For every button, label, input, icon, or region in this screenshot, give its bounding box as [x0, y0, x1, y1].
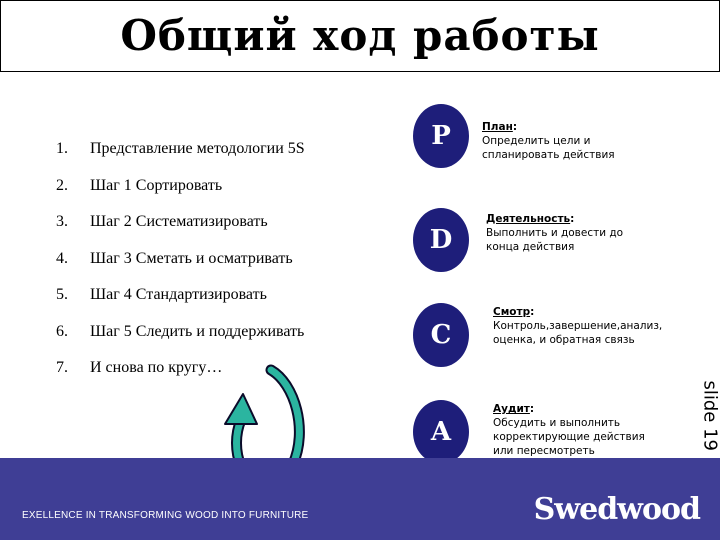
step-item	[56, 177, 396, 214]
step-number: 6.	[56, 322, 68, 340]
step-text: Шаг 4 Стандартизировать	[90, 286, 267, 303]
step-number: 7.	[56, 359, 68, 376]
step-number: 3.	[56, 213, 68, 230]
step-number: 5.	[56, 286, 68, 303]
pdca-heading-colon: :	[529, 403, 535, 415]
pdca-line: оценка, и обратная связь	[493, 334, 635, 346]
pdca-line: Определить цели и	[482, 135, 591, 147]
slide-number	[699, 380, 721, 460]
pdca-plan-circle: P	[413, 104, 469, 168]
step-number: 4.	[56, 249, 68, 267]
pdca-line: корректирующие действия	[493, 431, 645, 443]
slide-number-label: slide 19	[699, 380, 721, 452]
pdca-heading: Смотр	[493, 306, 531, 318]
step-text: Шаг 5 Следить и поддерживать	[90, 322, 305, 340]
footer-tagline: EXELLENCE IN TRANSFORMING WOOD INTO FURNITURE	[22, 510, 309, 521]
pdca-line: Выполнить и довести до	[486, 227, 624, 239]
pdca-act-circle: A	[413, 400, 469, 464]
step-text: Шаг 1 Сортировать	[90, 176, 223, 194]
pdca-line: или пересмотреть	[493, 445, 595, 457]
step-item	[56, 213, 396, 250]
pdca-heading: План	[482, 121, 513, 133]
pdca-line: конца действия	[486, 241, 575, 253]
step-item	[56, 286, 396, 323]
pdca-heading-colon: :	[570, 213, 575, 225]
step-text: Шаг 2 Систематизировать	[90, 213, 268, 230]
pdca-heading-colon: :	[512, 121, 518, 133]
step-number: 2.	[56, 176, 68, 194]
swedwood-logo: Swedwood	[533, 492, 700, 527]
title-box	[0, 0, 720, 72]
step-text: И снова по кругу…	[90, 359, 223, 376]
pdca-check-circle: C	[413, 303, 469, 367]
pdca-do-circle: D	[413, 208, 469, 272]
pdca-check-description	[493, 305, 662, 347]
pdca-line: Обсудить и выполнить	[493, 417, 621, 429]
pdca-heading: Деятельность	[486, 213, 571, 225]
pdca-plan-description	[482, 120, 615, 162]
step-number: 1.	[56, 140, 68, 157]
pdca-line: спланировать действия	[482, 149, 615, 161]
step-item	[56, 140, 396, 177]
step-item	[56, 250, 396, 287]
pdca-line: Контроль,завершение,анализ,	[493, 320, 663, 332]
pdca-heading: Аудит	[493, 403, 530, 415]
pdca-heading-colon: :	[530, 306, 535, 318]
step-text: Шаг 3 Сметать и осматривать	[90, 249, 293, 267]
footer-bar	[0, 458, 720, 540]
steps-list	[56, 140, 396, 396]
step-text: Представление методологии 5S	[90, 140, 305, 157]
slide-title: Общий ход работы	[120, 11, 600, 60]
pdca-do-description	[486, 212, 623, 254]
step-item	[56, 323, 396, 360]
